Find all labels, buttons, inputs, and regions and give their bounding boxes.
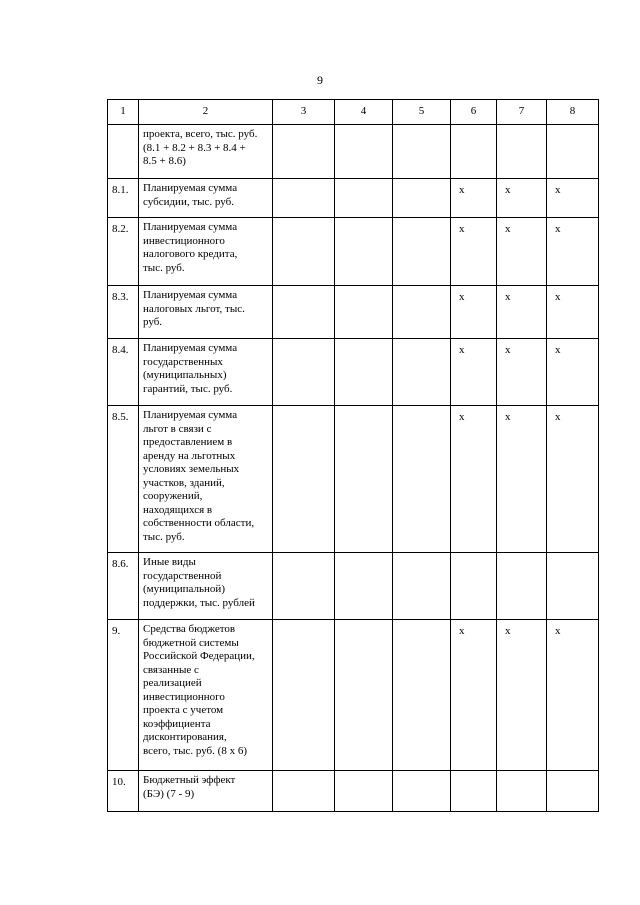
row-number: 8.4.	[108, 339, 139, 406]
table-cell: x	[547, 286, 599, 339]
table-cell	[335, 620, 393, 771]
row-description-text: Планируемая сумма льгот в связи с предоставлением в аренду на льготных условиях земельных участков, зданий, сооружений, находящихся в собственности области, тыс. руб.	[143, 409, 255, 543]
row-number: 8.5.	[108, 406, 139, 553]
table-cell	[273, 553, 335, 620]
table-row	[108, 218, 599, 286]
table-cell	[393, 406, 451, 553]
table-row	[108, 553, 599, 620]
table-row	[108, 620, 599, 771]
table-cell: x	[497, 620, 547, 771]
table-cell	[273, 125, 335, 179]
table-cell: x	[547, 339, 599, 406]
row-description	[139, 179, 273, 218]
table-row	[108, 339, 599, 406]
table-row	[108, 179, 599, 218]
table-cell	[335, 125, 393, 179]
table-cell: x	[497, 406, 547, 553]
table-cell: x	[451, 286, 497, 339]
table-cell	[273, 218, 335, 286]
table-cell: x	[451, 406, 497, 553]
column-header: 6	[451, 100, 497, 125]
row-number: 10.	[108, 771, 139, 812]
table-cell	[497, 125, 547, 179]
row-description-text: Иные виды государственной (муниципальной) поддержки, тыс. рублей	[143, 556, 255, 609]
row-number: 8.6.	[108, 553, 139, 620]
table-cell	[451, 125, 497, 179]
table-cell	[335, 553, 393, 620]
table-cell	[273, 406, 335, 553]
table-cell: x	[497, 218, 547, 286]
table-cell	[273, 179, 335, 218]
table-cell	[547, 771, 599, 812]
row-description-text: проекта, всего, тыс. руб. (8.1 + 8.2 + 8.3 + 8.4 + 8.5 + 8.6)	[143, 128, 258, 167]
page-number: 9	[317, 73, 323, 87]
table-row	[108, 771, 599, 812]
table-cell	[497, 771, 547, 812]
table-cell	[497, 553, 547, 620]
column-header: 5	[393, 100, 451, 125]
table-cell: x	[497, 179, 547, 218]
table-cell	[393, 286, 451, 339]
row-number: 8.3.	[108, 286, 139, 339]
row-number	[108, 125, 139, 179]
table-cell	[393, 125, 451, 179]
row-number: 8.2.	[108, 218, 139, 286]
column-header: 2	[139, 100, 273, 125]
table-cell: x	[451, 339, 497, 406]
table-cell	[335, 339, 393, 406]
row-description	[139, 553, 273, 620]
table-cell: x	[451, 218, 497, 286]
row-description-text: Планируемая сумма субсидии, тыс. руб.	[143, 182, 238, 208]
table-cell	[393, 218, 451, 286]
table-cell: x	[547, 179, 599, 218]
row-description-text: Средства бюджетов бюджетной системы Российской Федерации, связанные с реализацией инвестиционного проекта с учетом коэффициента дисконтирования, всего, тыс. руб. (8 х 6)	[143, 623, 255, 757]
table-cell: x	[547, 406, 599, 553]
column-header: 4	[335, 100, 393, 125]
table-row	[108, 125, 599, 179]
table-cell	[393, 620, 451, 771]
table-cell: x	[451, 620, 497, 771]
table-cell	[335, 218, 393, 286]
row-number: 8.1.	[108, 179, 139, 218]
row-number: 9.	[108, 620, 139, 771]
row-description-text: Планируемая сумма инвестиционного налогового кредита, тыс. руб.	[143, 221, 238, 274]
table-cell	[335, 771, 393, 812]
column-header: 8	[547, 100, 599, 125]
table-row	[108, 406, 599, 553]
budget-effect-table	[107, 99, 599, 812]
table-cell: x	[547, 620, 599, 771]
table-cell	[393, 771, 451, 812]
table-cell	[273, 339, 335, 406]
table-cell	[393, 553, 451, 620]
table-cell	[547, 553, 599, 620]
table-cell: x	[451, 179, 497, 218]
header-row	[108, 100, 599, 125]
table-row	[108, 286, 599, 339]
table-cell	[335, 179, 393, 218]
table-cell	[393, 179, 451, 218]
table-cell	[273, 620, 335, 771]
table-cell	[335, 286, 393, 339]
table-cell: x	[497, 286, 547, 339]
column-header: 3	[273, 100, 335, 125]
table-cell	[273, 286, 335, 339]
table-cell	[451, 553, 497, 620]
column-header: 7	[497, 100, 547, 125]
table-cell	[451, 771, 497, 812]
row-description-text: Планируемая сумма государственных (муниципальных) гарантий, тыс. руб.	[143, 342, 238, 395]
table-cell	[547, 125, 599, 179]
row-description-text: Бюджетный эффект (БЭ) (7 - 9)	[143, 774, 236, 800]
row-description	[139, 406, 273, 553]
row-description-text: Планируемая сумма налоговых льгот, тыс. руб.	[143, 289, 245, 328]
row-description	[139, 286, 273, 339]
row-description	[139, 218, 273, 286]
row-description	[139, 339, 273, 406]
table-cell	[335, 406, 393, 553]
table-cell	[273, 771, 335, 812]
row-description	[139, 620, 273, 771]
row-description	[139, 771, 273, 812]
table-cell: x	[547, 218, 599, 286]
row-description	[139, 125, 273, 179]
column-header: 1	[108, 100, 139, 125]
table-cell	[393, 339, 451, 406]
table-cell: x	[497, 339, 547, 406]
